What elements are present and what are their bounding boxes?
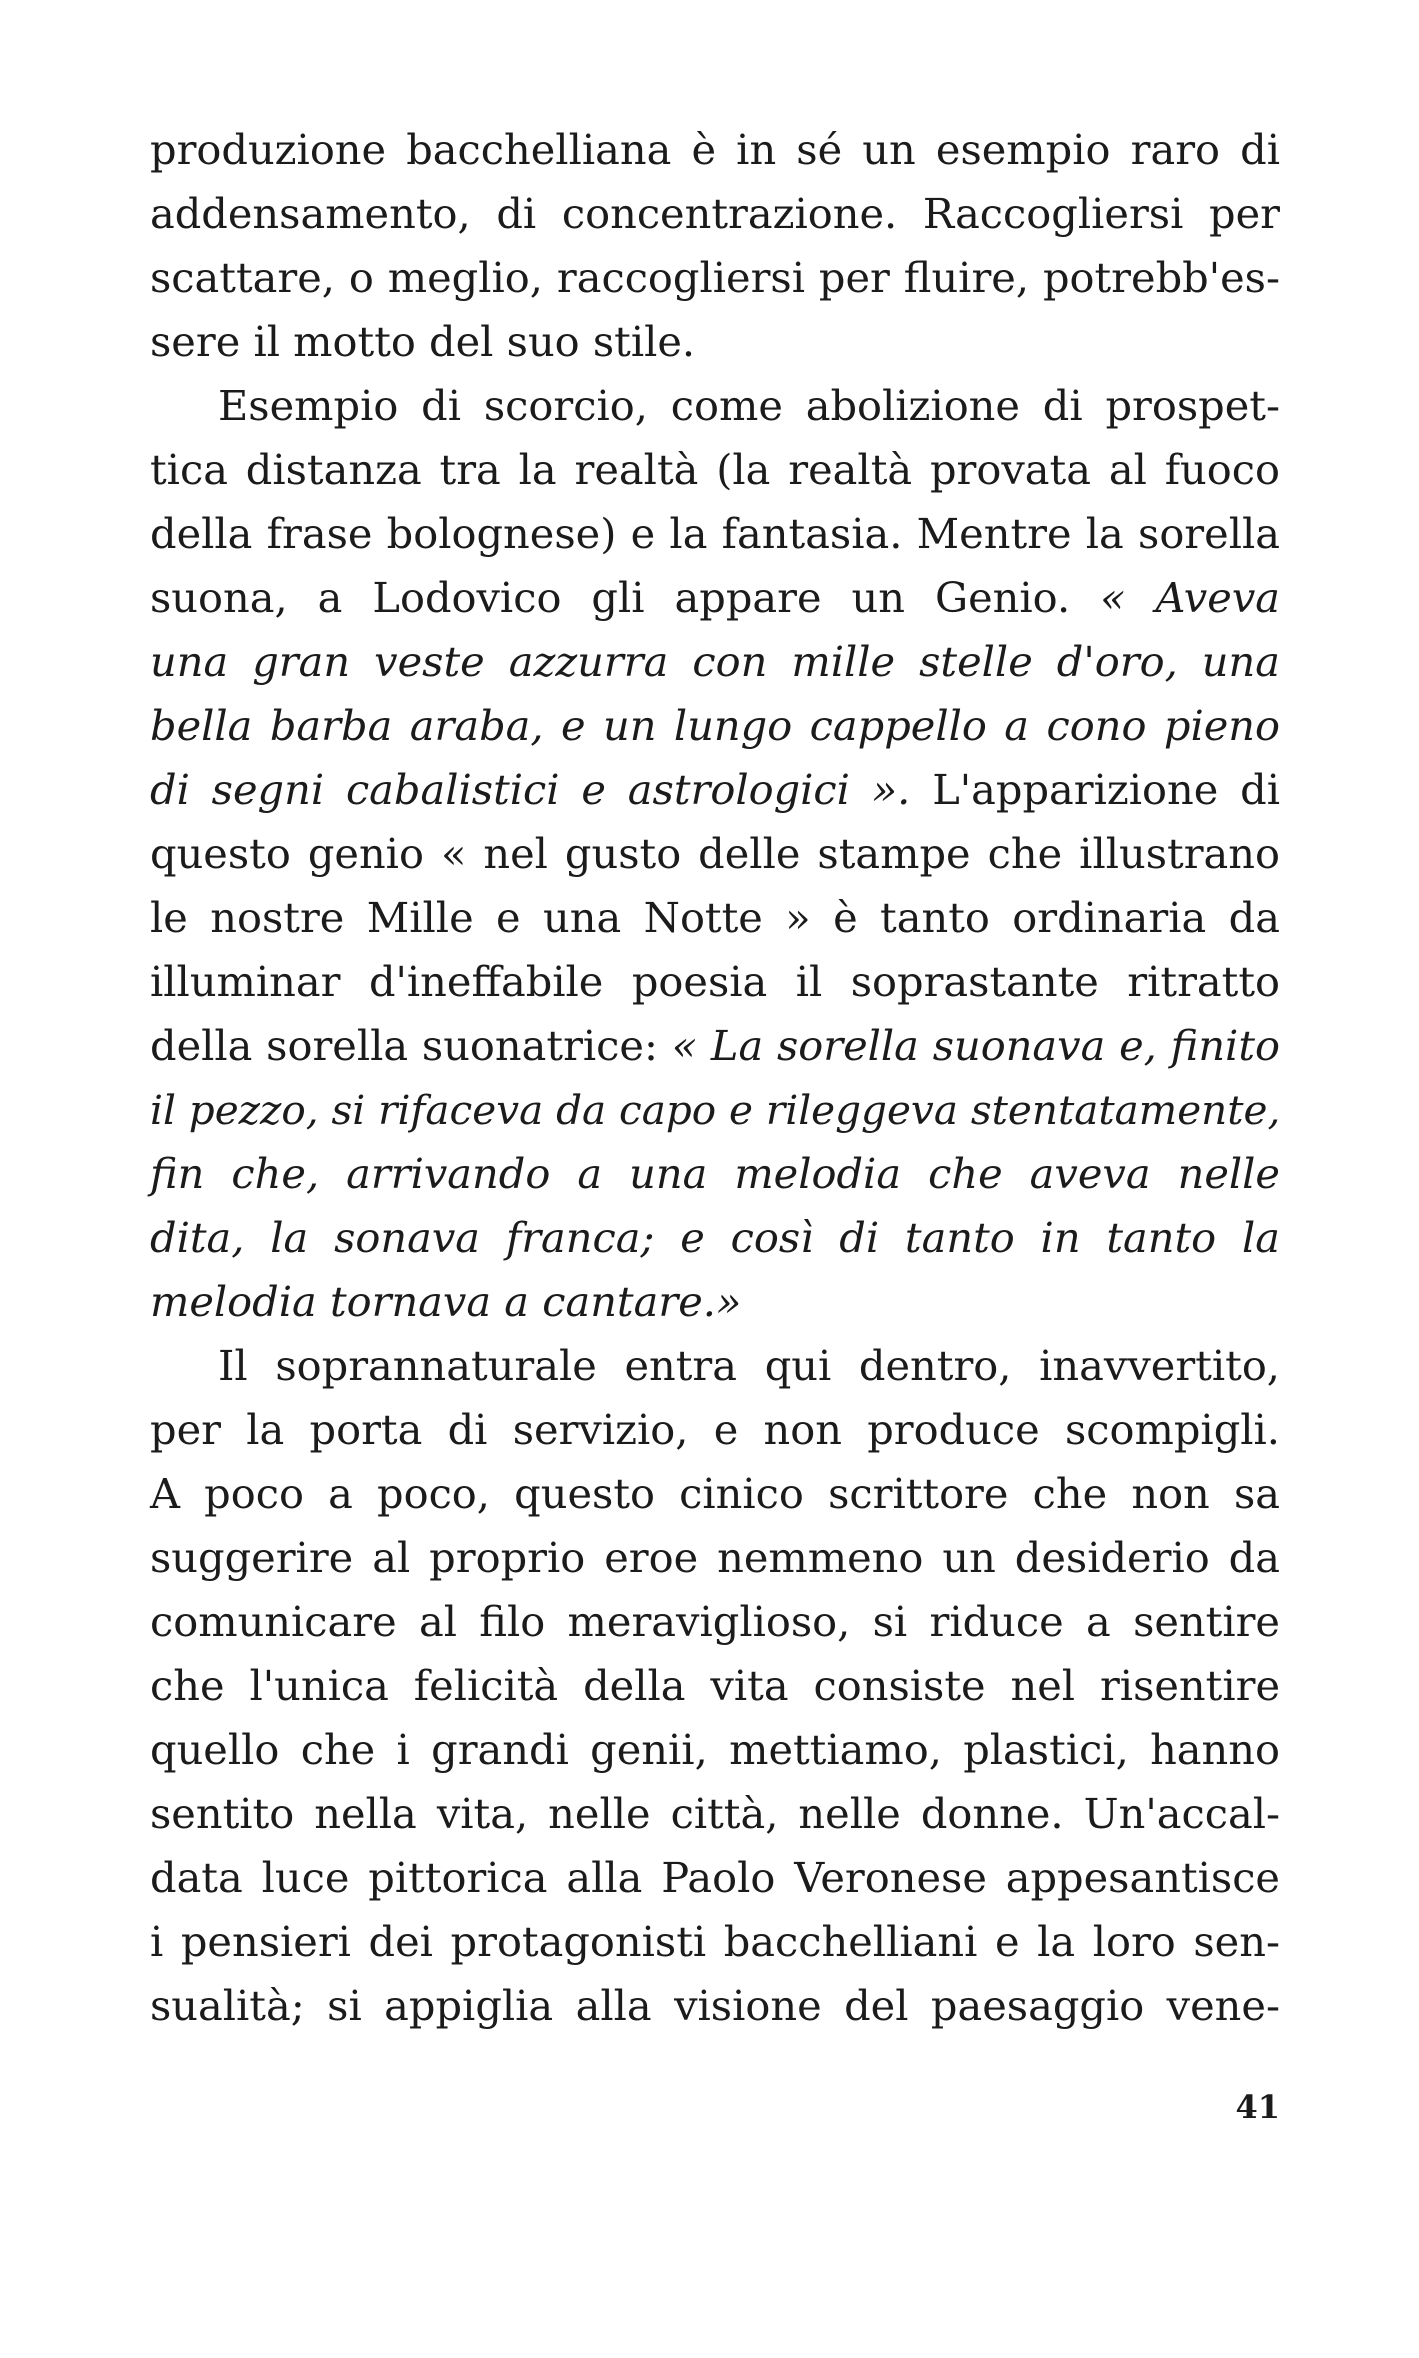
text-line: che l'unica felicità della vita consiste nel risentire [150, 1661, 1280, 1710]
text-line: comunicare al filo meraviglioso, si riduce a sentire [150, 1597, 1280, 1646]
text-line [150, 1014, 1280, 1078]
text-line [150, 566, 1280, 630]
text-line: suggerire al proprio eroe nemmeno un desiderio da [150, 1533, 1280, 1582]
text-line: A poco a poco, questo cinico scrittore che non sa [150, 1469, 1280, 1518]
text-line: fin che, arrivando a una melodia che aveva nelle [150, 1149, 1280, 1198]
text-segment: della sorella suonatrice: [150, 1021, 658, 1070]
page-number: 41 [1235, 2088, 1280, 2126]
text-line: scattare, o meglio, raccogliersi per fluire, potrebb'es- [150, 253, 1280, 302]
text-line: il pezzo, si rifaceva da capo e rileggeva stentatamente, [150, 1086, 1281, 1134]
text-line: sere il motto del suo stile. [150, 317, 696, 366]
text-line: una gran veste azzurra con mille stelle d'oro, una [150, 637, 1280, 686]
text-line: quello che i grandi genii, mettiamo, plastici, hanno [150, 1725, 1280, 1774]
italic-quote-segment: « Aveva [1100, 573, 1281, 622]
text-line [150, 758, 1280, 822]
text-line: sualità; si appiglia alla visione del paesaggio vene- [150, 1981, 1280, 2030]
italic-quote-segment: di segni cabalistici e astrologici ». [150, 765, 911, 814]
text-line: per la porta di servizio, e non produce scompigli. [150, 1405, 1280, 1454]
text-line: dita, la sonava franca; e così di tanto in tanto la [150, 1213, 1280, 1262]
text-line: melodia tornava a cantare.» [150, 1277, 742, 1326]
text-line: le nostre Mille e una Notte » è tanto ordinaria da [150, 893, 1280, 942]
text-line: Esempio di scorcio, come abolizione di prospet- [218, 381, 1280, 430]
text-line: sentito nella vita, nelle città, nelle donne. Un'accal- [150, 1789, 1280, 1838]
italic-quote-segment: « La sorella suonava e, finito [657, 1021, 1280, 1070]
text-line: produzione bacchelliana è in sé un esempio raro di [150, 125, 1280, 174]
text-line: addensamento, di concentrazione. Raccogliersi per [150, 189, 1280, 238]
text-line: tica distanza tra la realtà (la realtà provata al fuoco [150, 445, 1280, 494]
text-line: bella barba araba, e un lungo cappello a cono pieno [150, 701, 1280, 750]
text-line: data luce pittorica alla Paolo Veronese appesantisce [150, 1853, 1280, 1902]
text-line: i pensieri dei protagonisti bacchelliani e la loro sen- [150, 1917, 1280, 1966]
text-line: della frase bolognese) e la fantasia. Mentre la sorella [150, 509, 1280, 558]
text-segment: L'apparizione di [910, 765, 1280, 814]
text-line: questo genio « nel gusto delle stampe che illustrano [150, 829, 1280, 878]
text-segment: suona, a Lodovico gli appare un Genio. [150, 573, 1071, 622]
body-text [150, 118, 1280, 2038]
text-line: Il soprannaturale entra qui dentro, inavvertito, [218, 1341, 1280, 1390]
text-line: illuminar d'ineffabile poesia il soprastante ritratto [150, 957, 1280, 1006]
